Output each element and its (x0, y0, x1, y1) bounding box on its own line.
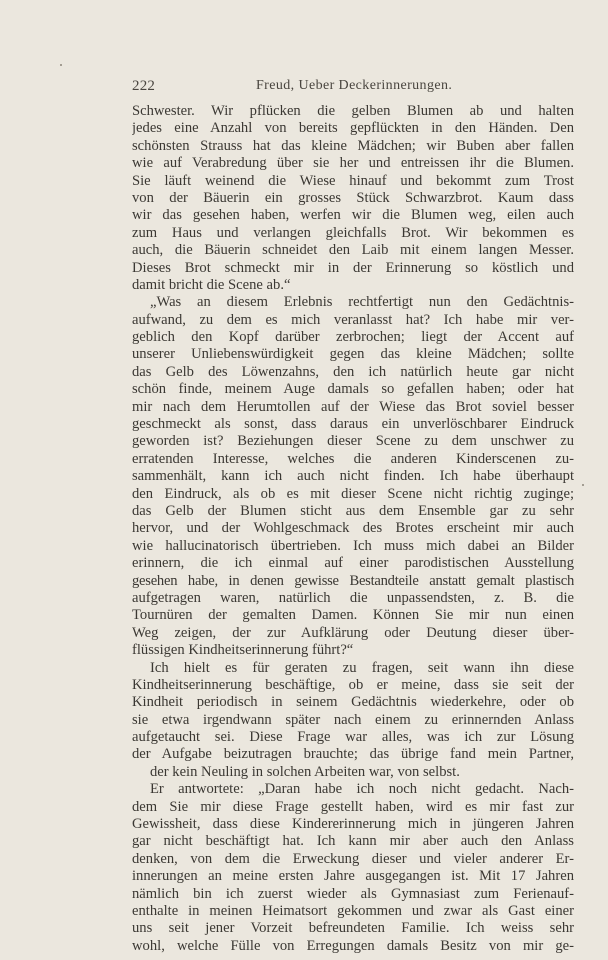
text-line: Weg zeigen, der zur Aufklärung oder Deutung dieser über- (132, 624, 574, 641)
text-line: geblich den Kopf darüber zerbrochen; liegt der Accent auf (132, 329, 574, 346)
text-line: flüssigen Kindheitserinnerung führt?“ (132, 642, 354, 659)
text-line: auch, die Bäuerin schneidet den Laib mit einem langen Messer. (132, 242, 574, 259)
text-line: unserer Unliebenswürdigkeit gegen das kleine Mädchen; sollte (132, 346, 574, 363)
text-line: sammenhält, kann ich auch nicht finden. Ich habe überhaupt (132, 468, 574, 485)
text-line: aufwand, zu dem es mich veranlasst hat? Ich habe mir ver- (132, 311, 574, 328)
text-line: erinnern, die ich einmal auf einer parodistischen Ausstellung (132, 555, 574, 572)
text-line: wie hallucinatorisch übertrieben. Ich muss mich dabei an Bilder (132, 537, 574, 554)
text-line: wir das gesehen haben, werfen wir die Blumen weg, eilen auch (132, 207, 574, 224)
text-line: denken, von dem die Erweckung dieser und vieler anderer Er- (132, 850, 574, 867)
text-line: gar nicht beschäftigt hat. Ich kann mir aber auch den Anlass (132, 833, 574, 850)
text-line: zum Haus und verlangen gleichfalls Brot. Wir bekommen es (132, 224, 574, 241)
text-line: Kindheit periodisch in seinem Gedächtnis wiederkehre, oder ob (132, 694, 574, 711)
page-header (132, 76, 574, 96)
text-line: jedes eine Anzahl von bereits gepflückten in den Händen. Den (132, 120, 574, 137)
text-line: nämlich bin ich zuerst wieder als Gymnasiast zum Ferienauf- (132, 885, 574, 902)
text-line: wohl, welche Fülle von Erregungen damals Besitz von mir ge- (132, 937, 574, 954)
text-line: „Was an diesem Erlebnis rechtfertigt nun den Gedächtnis- (150, 294, 574, 311)
body-text (132, 103, 574, 955)
text-line: damit bricht die Scene ab.“ (132, 276, 291, 293)
text-line: erratenden Interesse, welches die anderen Kinderscenen zu- (132, 450, 574, 467)
text-line: enthalte in meinen Heimatsort gekommen und zwar als Gast einer (132, 902, 574, 919)
text-line: von der Bäuerin ein grosses Stück Schwarzbrot. Kaum dass (132, 189, 574, 206)
text-line: sie etwa irgendwann später nach einem zu erinnernden Anlass (132, 711, 574, 728)
text-line: schönsten Strauss hat das kleine Mädchen; wir Buben aber fallen (132, 137, 574, 154)
text-line: mir nach dem Herumtollen auf der Wiese das Brot soviel besser (132, 398, 574, 415)
text-line: der Aufgabe beizutragen brauchte; das übrige fand mein Partner, (132, 746, 574, 763)
text-line: uns seit jener Vorzeit befreundeten Familie. Ich weiss sehr (132, 920, 574, 937)
text-line: schön finde, meinem Auge damals so gefallen haben; oder hat (132, 381, 574, 398)
text-line: gesehen habe, in denen gewisse Bestandteile anstatt gemalt plastisch (132, 572, 574, 589)
page-speck-mark (60, 64, 62, 66)
text-line: das Gelb der Blumen sticht aus dem Ensemble gar zu sehr (132, 502, 574, 519)
text-line: Gewissheit, dass diese Kindererinnerung mich in jüngeren Jahren (132, 816, 574, 833)
text-line: den Eindruck, als ob es mit dieser Scene nicht richtig zuginge; (132, 485, 574, 502)
text-line: aufgetaucht sei. Diese Frage war alles, was ich zur Lösung (132, 729, 574, 746)
text-line: geschmeckt als sonst, dass daraus ein unverlöschbarer Eindruck (132, 416, 574, 433)
text-line: Tournüren der gemalten Damen. Können Sie mir nun einen (132, 607, 574, 624)
text-line: Ich hielt es für geraten zu fragen, seit wann ihn diese (150, 659, 574, 676)
text-line: Sie läuft weinend die Wiese hinauf und bekommt zum Trost (132, 172, 574, 189)
page-number: 222 (132, 78, 156, 94)
text-line: innerungen an meine ersten Jahre ausgegangen ist. Mit 17 Jahren (132, 868, 574, 885)
text-line: Er antwortete: „Daran habe ich noch nicht gedacht. Nach- (150, 781, 574, 798)
text-line: dem Sie mir diese Frage gestellt haben, wird es mir fast zur (132, 798, 574, 815)
text-line: Dieses Brot schmeckt mir in der Erinnerung so köstlich und (132, 259, 574, 276)
text-line: wie auf Verabredung über sie her und entreissen ihr die Blumen. (132, 155, 574, 172)
text-line: Schwester. Wir pflücken die gelben Blumen ab und halten (132, 103, 574, 119)
text-line: aufgetragen waren, natürlich die unpassendsten, z. B. die (132, 589, 574, 606)
text-line: das Gelb des Löwenzahns, den ich natürlich heute gar nicht (132, 363, 574, 380)
text-line: hervor, und der Wohlgeschmack des Brotes erscheint mir auch (132, 520, 574, 537)
text-line: Kindheitserinnerung beschäftige, ob er meine, dass sie seit der (132, 676, 574, 693)
running-head: Freud, Ueber Deckerinnerungen. (256, 78, 453, 93)
text-line: der kein Neuling in solchen Arbeiten war, von selbst. (150, 763, 460, 780)
text-line: geworden ist? Beziehungen dieser Scene zu dem unschwer zu (132, 433, 574, 450)
page-speck-mark (582, 484, 584, 486)
